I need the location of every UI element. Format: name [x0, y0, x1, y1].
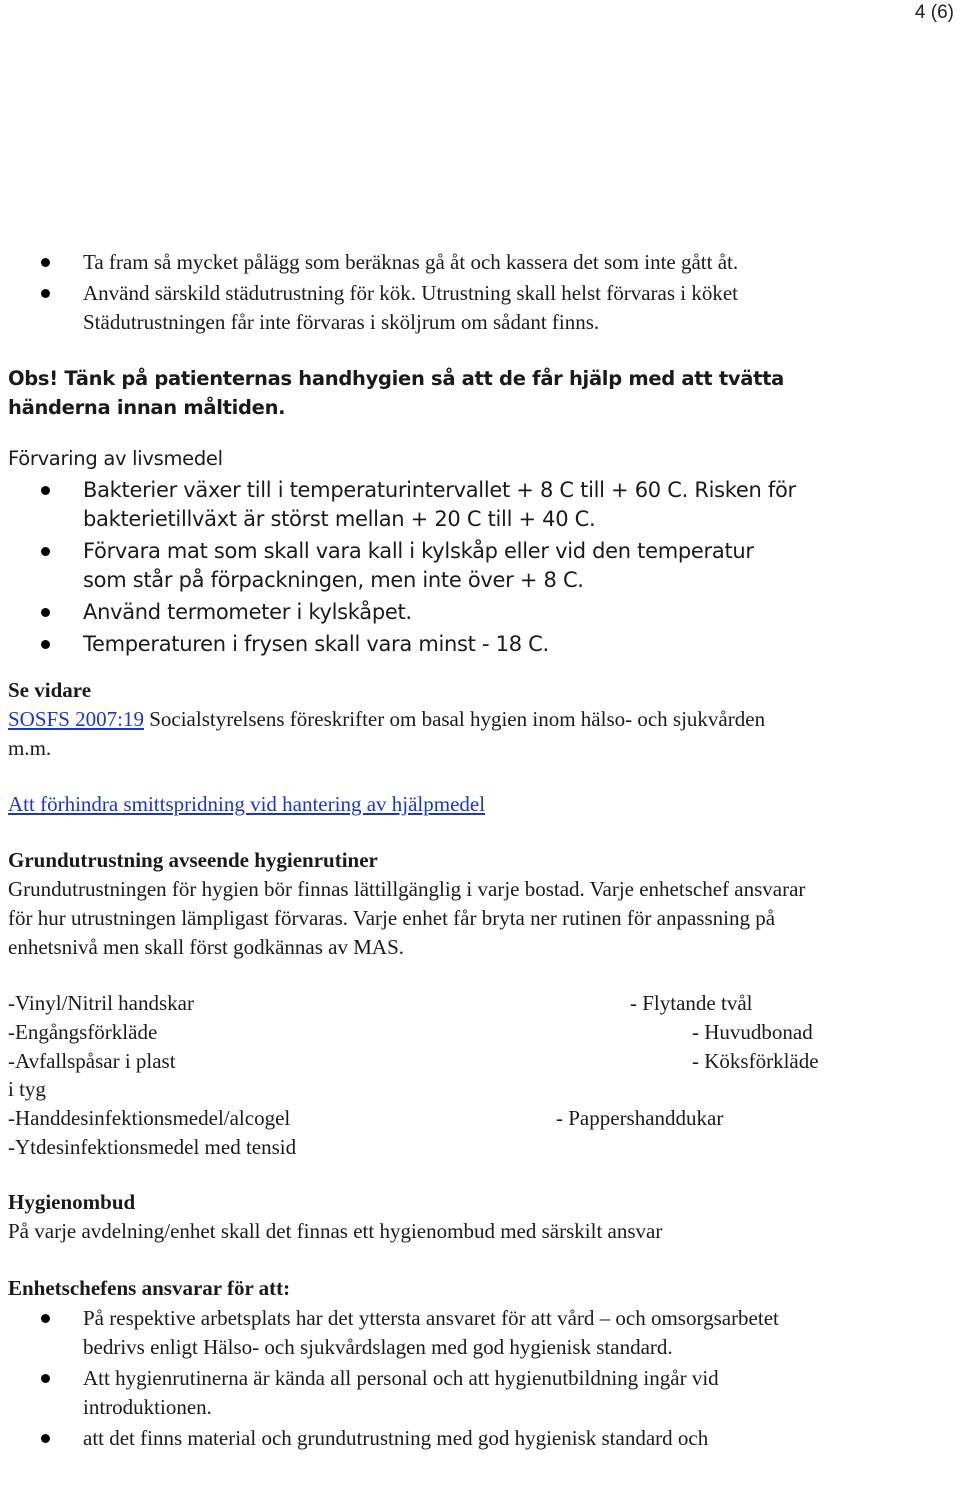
list-item: Ta fram så mycket pålägg som beräknas gå åt och kassera det som inte gått åt.: [8, 248, 848, 277]
equipment-item: i tyg: [8, 1077, 46, 1101]
list-item: Använd särskild städutrustning för kök. Utrustning skall helst förvaras i köket Städutrustningen får inte förvaras i sköljrum om sådant finns.: [8, 279, 848, 337]
storage-bullet-list: [8, 476, 798, 659]
equipment-item: -Handdesinfektionsmedel/alcogel: [8, 1106, 291, 1130]
sosfs-description: Socialstyrelsens föreskrifter om basal hygien inom hälso- och sjukvården m.m.: [8, 707, 766, 760]
equipment-item: -Avfallspåsar i plast: [8, 1049, 176, 1073]
see-also-heading: Se vidare: [8, 678, 92, 702]
equipment-list: [8, 989, 908, 1163]
hygiene-rep-heading: Hygienombud: [8, 1190, 136, 1214]
basic-equipment-paragraph: Grundutrustningen för hygien bör finnas lättillgänglig i varje bostad. Varje enhetschef ansvarar för hur utrustningen lämpligast förvaras. Varje enhet får bryta ner rutinen för anpassning på enhetsnivå men skall först godkännas av MAS.: [8, 877, 806, 959]
equipment-item: - Pappershanddukar: [556, 1106, 724, 1130]
storage-heading: Förvaring av livsmedel: [8, 447, 223, 470]
list-item: Använd termometer i kylskåpet.: [8, 598, 798, 627]
list-item: På respektive arbetsplats har det yttersta ansvaret för att vård – och omsorgsarbetet bedrivs enligt Hälso- och sjukvårdslagen med god hygienisk standard.: [8, 1304, 826, 1362]
see-also-reference: [8, 705, 788, 763]
equipment-item: -Ytdesinfektionsmedel med tensid: [8, 1135, 297, 1159]
equipment-item: - Flytande tvål: [630, 991, 753, 1015]
equipment-item: -Engångsförkläde: [8, 1020, 158, 1044]
list-item: Temperaturen i frysen skall vara minst - 18 C.: [8, 630, 798, 659]
obs-note: Obs! Tänk på patienternas handhygien så att de får hjälp med att tvätta händerna innan måltiden.: [8, 367, 785, 419]
basic-equipment-heading: Grundutrustning avseende hygienrutiner: [8, 848, 378, 872]
aids-link[interactable]: Att förhindra smittspridning vid hantering av hjälpmedel: [8, 792, 486, 816]
list-item: Bakterier växer till i temperaturintervallet + 8 C till + 60 C. Risken för bakterietillväxt är störst mellan + 20 C till + 40 C.: [8, 476, 798, 534]
list-item: Förvara mat som skall vara kall i kylskåp eller vid den temperatur som står på förpackningen, men inte över + 8 C.: [8, 537, 798, 595]
page-number: 4 (6): [914, 2, 954, 23]
list-item: att det finns material och grundutrustning med god hygienisk standard och: [8, 1424, 826, 1453]
equipment-item: -Vinyl/Nitril handskar: [8, 991, 194, 1015]
aids-link-row: [8, 790, 908, 819]
intro-bullet-list: [8, 248, 848, 337]
sosfs-link[interactable]: SOSFS 2007:19: [8, 707, 144, 731]
equipment-item: - Huvudbonad: [692, 1020, 813, 1044]
hygiene-rep-text: På varje avdelning/enhet skall det finnas ett hygienombud med särskilt ansvar: [8, 1219, 663, 1243]
manager-bullet-list: [8, 1304, 826, 1453]
list-item: Att hygienrutinerna är kända all personal och att hygienutbildning ingår vid introduktionen.: [8, 1364, 826, 1422]
manager-heading: Enhetschefens ansvarar för att:: [8, 1276, 291, 1300]
document-body: [8, 248, 908, 1453]
equipment-item: - Köksförkläde: [692, 1049, 819, 1073]
